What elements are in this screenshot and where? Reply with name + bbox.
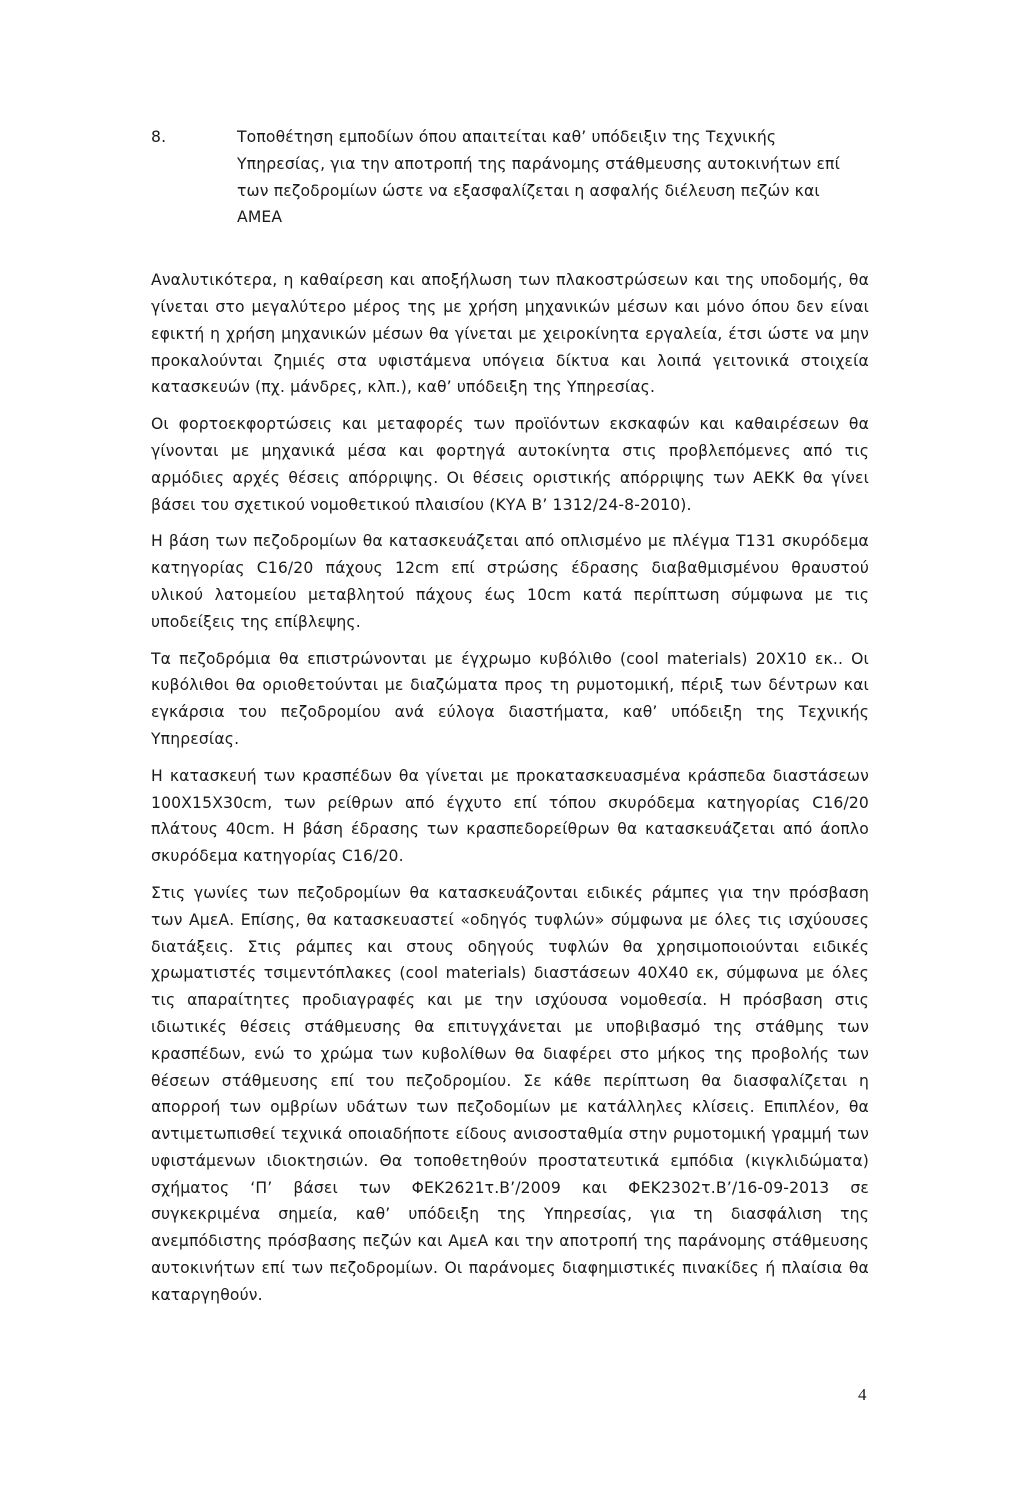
list-item-number: 8.: [151, 128, 167, 146]
list-item-8: [151, 124, 869, 231]
paragraph-curbs: Η κατασκευή των κρασπέδων θα γίνεται με προκατασκευασμένα κράσπεδα διαστάσεων 100Χ15Χ30cm, των ρείθρων από έγχυτο επί τόπου σκυρόδεμα κατηγορίας C16/20 πλάτους 40cm. Η βάση έδρασης των κρασπεδορείθρων θα κατασκευάζεται από άοπλο σκυρόδεμα κατηγορίας C16/20.: [151, 766, 869, 866]
page-number: 4: [858, 1385, 867, 1404]
paragraph-ramps: Στις γωνίες των πεζοδρομίων θα κατασκευάζονται ειδικές ράμπες για την πρόσβαση των ΑμεΑ. Επίσης, θα κατασκευαστεί «οδηγός τυφλών» σύμφωνα με όλες τις ισχύουσες διατάξεις. Στις ράμπες και στους οδηγούς τυφλών θα χρησιμοποιούνται ειδικές χρωματιστές τσιμεντόπλακες (cool materials) διαστάσεων 40Χ40 εκ, σύμφωνα με όλες τις απαραίτητες προδιαγραφές και με την ισχύουσα νομοθεσία. Η πρόσβαση στις ιδιωτικές θέσεις στάθμευσης θα επιτυγχάνεται με υποβιβασμό της στάθμης των κρασπέδων, ενώ το χρώμα των κυβολίθων θα διαφέρει στο μήκος της προβολής των θέσεων στάθμευσης επί του πεζοδρομίου. Σε κάθε περίπτωση θα διασφαλίζεται η απορροή των ομβρίων υδάτων των πεζοδομίων με κατάλληλες κλίσεις. Επιπλέον, θα αντιμετωπισθεί τεχνικά οποιαδήποτε είδους ανισοσταθμία στην ρυμοτομική γραμμή των υφιστάμενων ιδιοκτησιών. Θα τοποθετηθούν προστατευτικά εμπόδια (κιγκλιδώματα) σχήματος ‘Π’ βάσει των ΦΕΚ2621τ.Β’/2009 και ΦΕΚ2302τ.Β’/16-09-2013 σε συγκεκριμένα σημεία, καθ’ υπόδειξη της Υπηρεσίας, για τη διασφάλιση της ανεμπόδιστης πρόσβασης πεζών και ΑμεΑ και την αποτροπή της παράνομης στάθμευσης αυτοκινήτων επί των πεζοδρομίων. Οι παράνομες διαφημιστικές πινακίδες ή πλαίσια θα καταργηθούν.: [151, 883, 869, 1304]
document-page: [151, 124, 869, 1309]
list-item-text: Τοποθέτηση εμποδίων όπου απαιτείται καθ’ υπόδειξιν της Τεχνικής Υπηρεσίας, για την αποτροπή της παράνομης στάθμευσης αυτοκινήτων επί των πεζοδρομίων ώστε να εξασφαλίζεται η ασφαλής διέλευση πεζών και ΑΜΕΑ: [237, 128, 840, 227]
paragraph-sidewalk-base: Η βάση των πεζοδρομίων θα κατασκευάζεται από οπλισμένο με πλέγμα Τ131 σκυρόδεμα κατηγορίας C16/20 πάχους 12cm επί στρώσης έδρασης διαβαθμισμένου θραυστού υλικού λατομείου μεταβλητού πάχους έως 10cm κατά περίπτωση σύμφωνα με τις υποδείξεις της επίβλεψης.: [151, 532, 869, 631]
paragraph-demolition: Αναλυτικότερα, η καθαίρεση και αποξήλωση των πλακοστρώσεων και της υποδομής, θα γίνεται στο μεγαλύτερο μέρος της με χρήση μηχανικών μέσων και μόνο όπου δεν είναι εφικτή η χρήση μηχανικών μέσων θα γίνεται με χειροκίνητα εργαλεία, έτσι ώστε να μην προκαλούνται ζημιές στα υφιστάμενα υπόγεια δίκτυα και λοιπά γειτονικά στοιχεία κατασκευών (πχ. μάνδρες, κλπ.), καθ’ υπόδειξη της Υπηρεσίας.: [151, 271, 869, 397]
paragraph-transport: Οι φορτοεκφορτώσεις και μεταφορές των προϊόντων εκσκαφών και καθαιρέσεων θα γίνονται με μηχανικά μέσα και φορτηγά αυτοκίνητα στις προβλεπόμενες από τις αρμόδιες αρχές θέσεις απόρριψης. Οι θέσεις οριστικής απόρριψης των ΑΕΚΚ θα γίνει βάσει του σχετικού νομοθετικού πλαισίου (ΚΥΑ Β’ 1312/24-8-2010).: [151, 415, 869, 514]
paragraph-paving: Τα πεζοδρόμια θα επιστρώνονται με έγχρωμο κυβόλιθο (cool materials) 20Χ10 εκ.. Οι κυβόλιθοι θα οριοθετούνται με διαζώματα προς τη ρυμοτομική, πέριξ των δέντρων και εγκάρσια του πεζοδρομίου ανά εύλογα διαστήματα, καθ’ υπόδειξη της Τεχνικής Υπηρεσίας.: [151, 649, 869, 748]
